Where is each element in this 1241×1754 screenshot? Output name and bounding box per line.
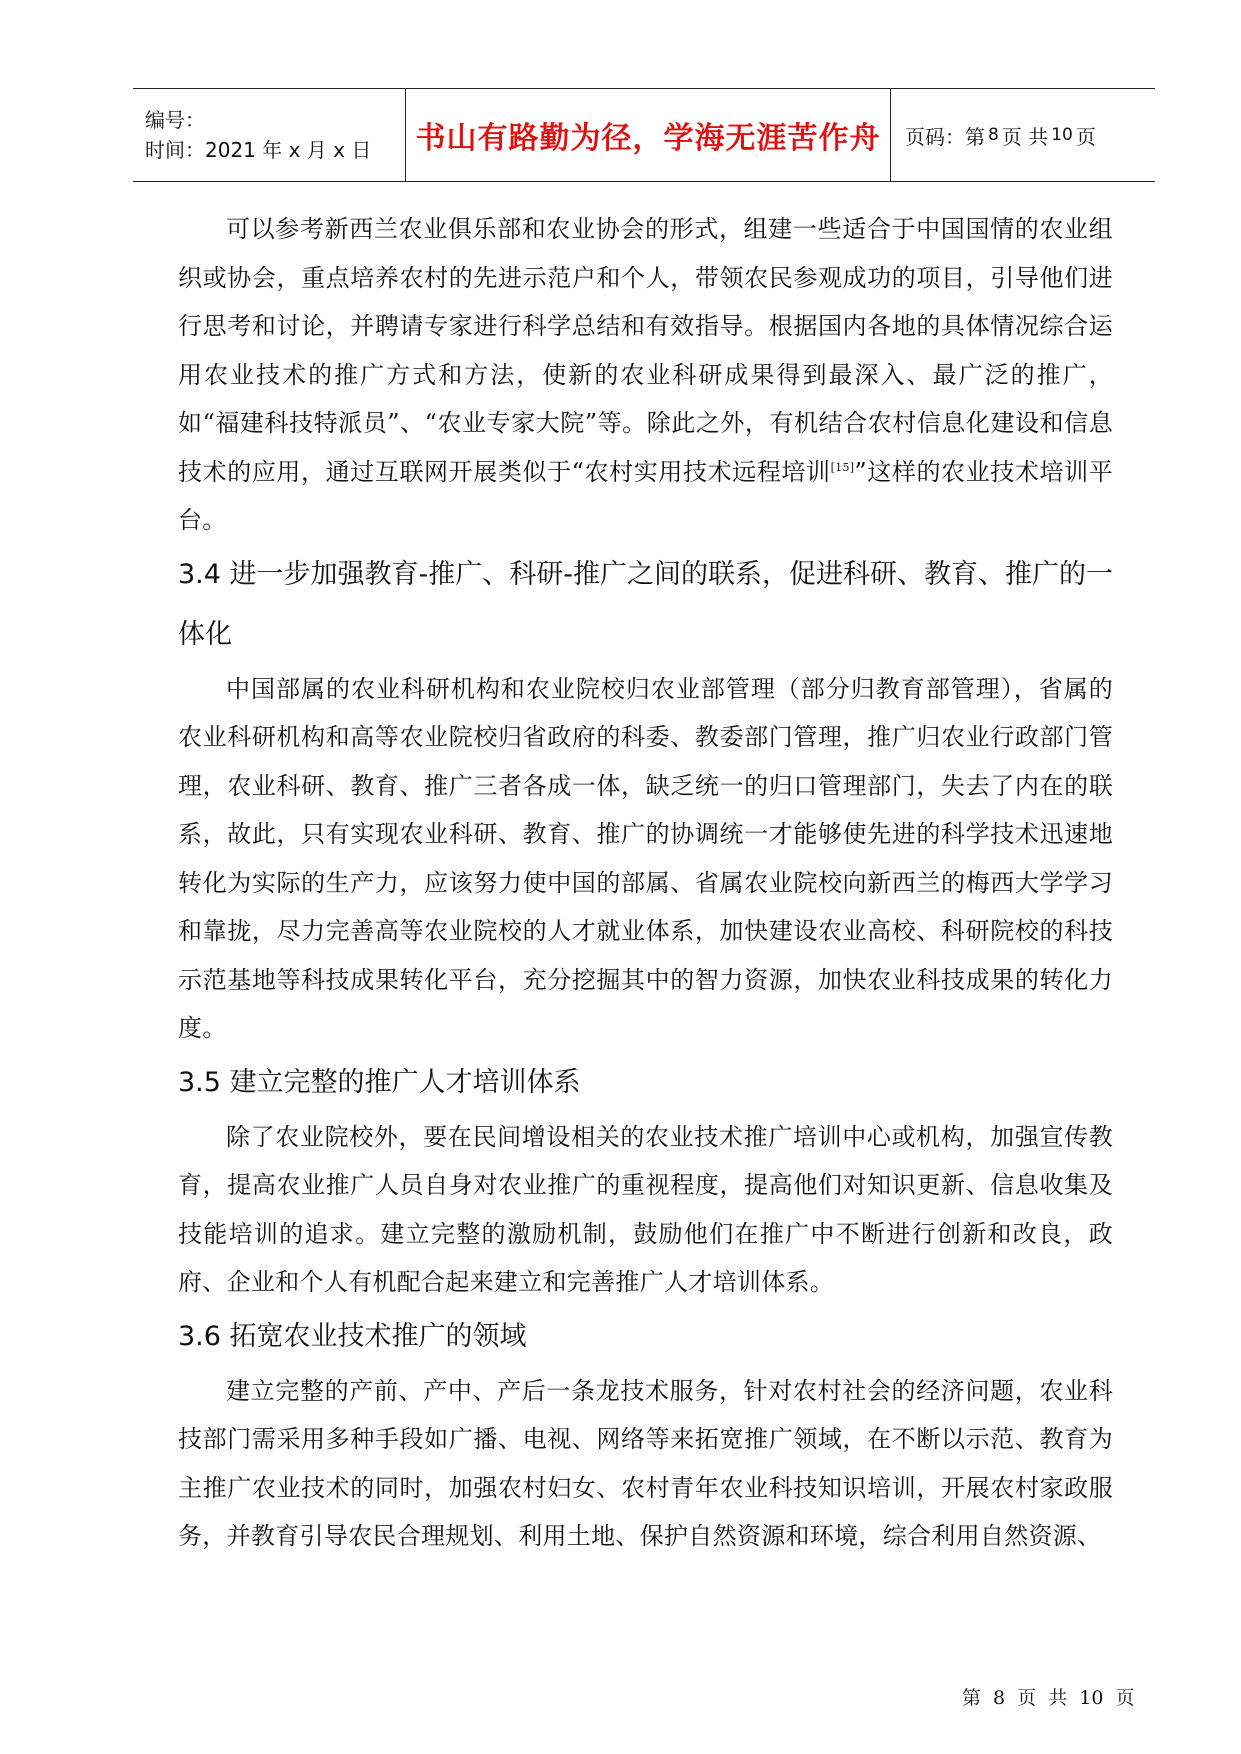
citation-ref: [15] bbox=[830, 460, 855, 474]
section-heading-3-4: 3.4 进一步加强教育-推广、科研-推广之间的联系，促进科研、教育、推广的一体化 bbox=[178, 558, 1114, 650]
page-current: 8 bbox=[988, 125, 999, 145]
header-meta bbox=[133, 89, 406, 181]
page-footer: 第 8 页 共 10 页 bbox=[962, 1687, 1135, 1709]
page-mid: 页 共 bbox=[1001, 124, 1049, 149]
paragraph-2: 中国部属的农业科研机构和农业院校归农业部管理（部分归教育部管理），省属的农业科研机构和高等农业院校归省政府的科委、教委部门管理，推广归农业行政部门管理，农业科研、教育、推广三者各成一体，缺乏统一的归口管理部门，失去了内在的联系，故此，只有实现农业科研、教育、推广的协调统一才能够使先进的科学技术迅速地转化为实际的生产力，应该努力使中国的部属、省属农业院校向新西兰的梅西大学学习和靠拢，尽力完善高等农业院校的人才就业体系，加快建设农业高校、科研院校的科技示范基地等科技成果转化平台，充分挖掘其中的智力资源，加快农业科技成果的转化力度。 bbox=[178, 674, 1113, 1042]
number-label: 编号： bbox=[145, 108, 205, 132]
page-total: 10 bbox=[1051, 125, 1073, 145]
paragraph-3: 除了农业院校外，要在民间增设相关的农业技术推广培训中心或机构，加强宣传教育，提高农业推广人员自身对农业推广的重视程度，提高他们对知识更新、信息收集及技能培训的追求。建立完整的激励机制，鼓励他们在推广中不断进行创新和改良，政府、企业和个人有机配合起来建立和完善推广人才培训体系。 bbox=[178, 1122, 1113, 1296]
paragraph-1-tail: ”这样的农业技术培训平台。 bbox=[178, 457, 1113, 534]
document-body bbox=[178, 205, 1113, 1561]
header-motto: 书山有路勤为径，学海无涯苦作舟 bbox=[406, 89, 891, 181]
page-suffix: 页 bbox=[1075, 124, 1096, 149]
paragraph-4: 建立完整的产前、产中、产后一条龙技术服务，针对农村社会的经济问题，农业科技部门需采用多种手段如广播、电视、网络等来拓宽推广领域，在不断以示范、教育为主推广农业技术的同时，加强农村妇女、农村青年农业科技知识培训，开展农村家政服务，并教育引导农民合理规划、利用土地、保护自然资源和环境，综合利用自然资源、 bbox=[178, 1376, 1113, 1550]
header-page-info bbox=[891, 89, 1155, 181]
section-heading-3-5: 3.5 建立完整的推广人才培训体系 bbox=[178, 1066, 581, 1098]
time-label: 时间：2021 年 x 月 x 日 bbox=[145, 138, 372, 162]
page-header bbox=[133, 88, 1155, 182]
paragraph-1 bbox=[178, 205, 1113, 545]
page-prefix: 页码：第 bbox=[905, 124, 985, 149]
paragraph-1-text: 可以参考新西兰农业俱乐部和农业协会的形式，组建一些适合于中国国情的农业组织或协会，重点培养农村的先进示范户和个人，带领农民参观成功的项目，引导他们进行思考和讨论，并聘请专家进行科学总结和有效指导。根据国内各地的具体情况综合运用农业技术的推广方式和方法，使新的农业科研成果得到最深入、最广泛的推广，如“福建科技特派员”、“农业专家大院”等。除此之外，有机结合农村信息化建设和信息技术的应用，通过互联网开展类似于“农村实用技术远程培训 bbox=[178, 215, 1113, 486]
section-heading-3-6: 3.6 拓宽农业技术推广的领域 bbox=[178, 1320, 527, 1352]
